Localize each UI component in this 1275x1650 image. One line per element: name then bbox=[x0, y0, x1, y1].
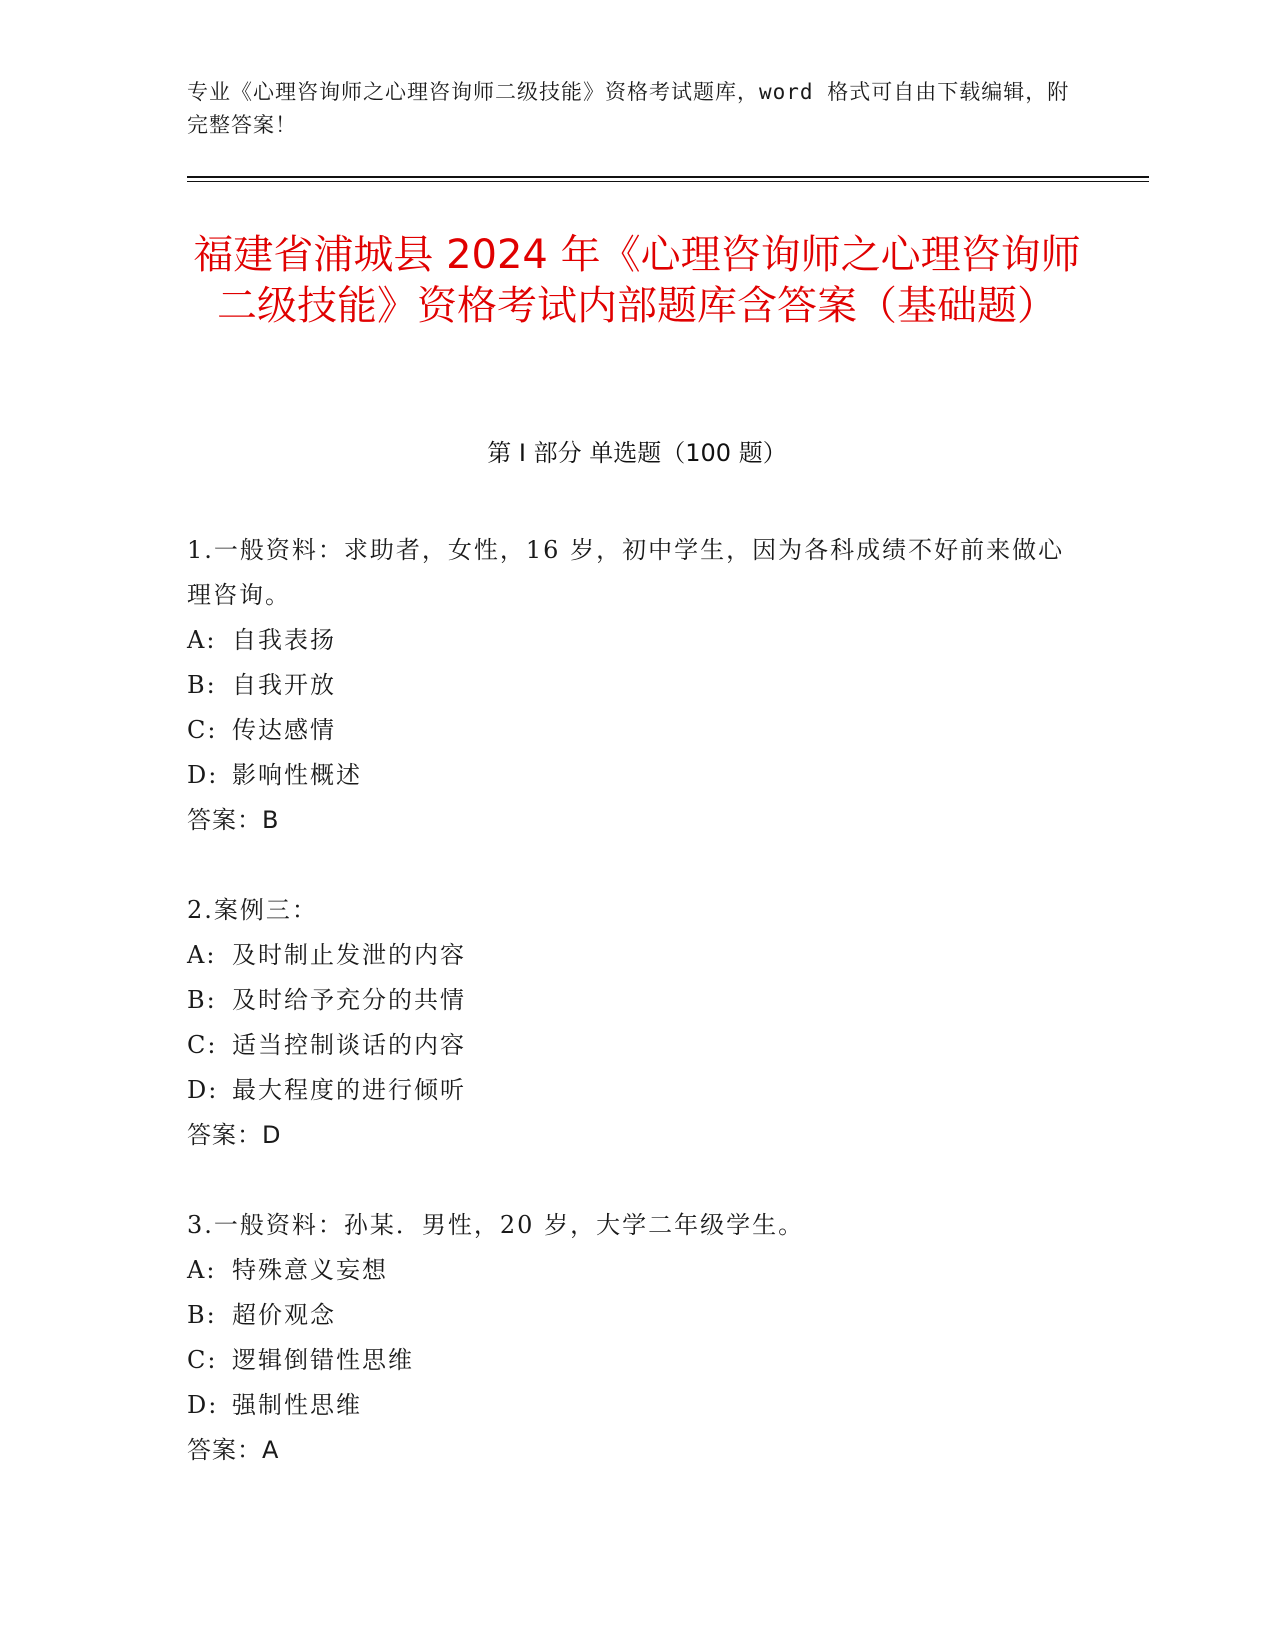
option-letter: C: bbox=[187, 1346, 218, 1374]
option-b bbox=[187, 978, 1087, 1023]
option-letter: B: bbox=[187, 671, 217, 699]
option-a bbox=[187, 933, 1087, 978]
option-c bbox=[187, 1023, 1087, 1068]
option-text: 特殊意义妄想 bbox=[232, 1256, 388, 1284]
question-list bbox=[187, 528, 1087, 1518]
option-text: 影响性概述 bbox=[232, 761, 362, 789]
option-text: 最大程度的进行倾听 bbox=[232, 1076, 466, 1104]
option-letter: B: bbox=[187, 1301, 217, 1329]
option-a bbox=[187, 618, 1087, 663]
option-letter: D: bbox=[187, 1076, 219, 1104]
option-text: 逻辑倒错性思维 bbox=[232, 1346, 414, 1374]
question-1 bbox=[187, 528, 1087, 843]
option-b bbox=[187, 663, 1087, 708]
option-d bbox=[187, 1068, 1087, 1113]
option-letter: D: bbox=[187, 761, 219, 789]
option-text: 适当控制谈话的内容 bbox=[232, 1031, 466, 1059]
document-title: 福建省浦城县 2024 年《心理咨询师之心理咨询师二级技能》资格考试内部题库含答案（基础题） bbox=[193, 232, 1081, 329]
header-note: 专业《心理咨询师之心理咨询师二级技能》资格考试题库，word 格式可自由下载编辑，附完整答案！ bbox=[187, 80, 1070, 137]
question-text: 3.一般资料：孙某．男性，20 岁，大学二年级学生。 bbox=[187, 1211, 805, 1239]
option-d bbox=[187, 1383, 1087, 1428]
option-letter: A: bbox=[187, 941, 217, 969]
question-3 bbox=[187, 1203, 1087, 1473]
option-text: 及时给予充分的共情 bbox=[232, 986, 466, 1014]
option-letter: B: bbox=[187, 986, 217, 1014]
option-c bbox=[187, 708, 1087, 753]
option-letter: C: bbox=[187, 1031, 218, 1059]
section-title: 第 I 部分 单选题（100 题） bbox=[487, 439, 787, 467]
option-text: 超价观念 bbox=[232, 1301, 336, 1329]
option-letter: A: bbox=[187, 1256, 217, 1284]
option-c bbox=[187, 1338, 1087, 1383]
option-letter: D: bbox=[187, 1391, 219, 1419]
option-text: 强制性思维 bbox=[232, 1391, 362, 1419]
option-letter: A: bbox=[187, 626, 217, 654]
question-text: 1.一般资料：求助者，女性，16 岁，初中学生，因为各科成绩不好前来做心理咨询。 bbox=[187, 536, 1065, 609]
question-text: 2.案例三： bbox=[187, 896, 318, 924]
option-text: 传达感情 bbox=[232, 716, 336, 744]
answer: 答案：A bbox=[187, 1436, 280, 1464]
option-b bbox=[187, 1293, 1087, 1338]
answer: 答案：B bbox=[187, 806, 280, 834]
header-divider-thick bbox=[187, 176, 1149, 178]
question-2 bbox=[187, 888, 1087, 1158]
option-text: 自我开放 bbox=[232, 671, 336, 699]
option-text: 及时制止发泄的内容 bbox=[232, 941, 466, 969]
option-text: 自我表扬 bbox=[232, 626, 336, 654]
answer: 答案：D bbox=[187, 1121, 282, 1149]
header-divider-thin bbox=[187, 181, 1149, 182]
option-d bbox=[187, 753, 1087, 798]
option-a bbox=[187, 1248, 1087, 1293]
option-letter: C: bbox=[187, 716, 218, 744]
